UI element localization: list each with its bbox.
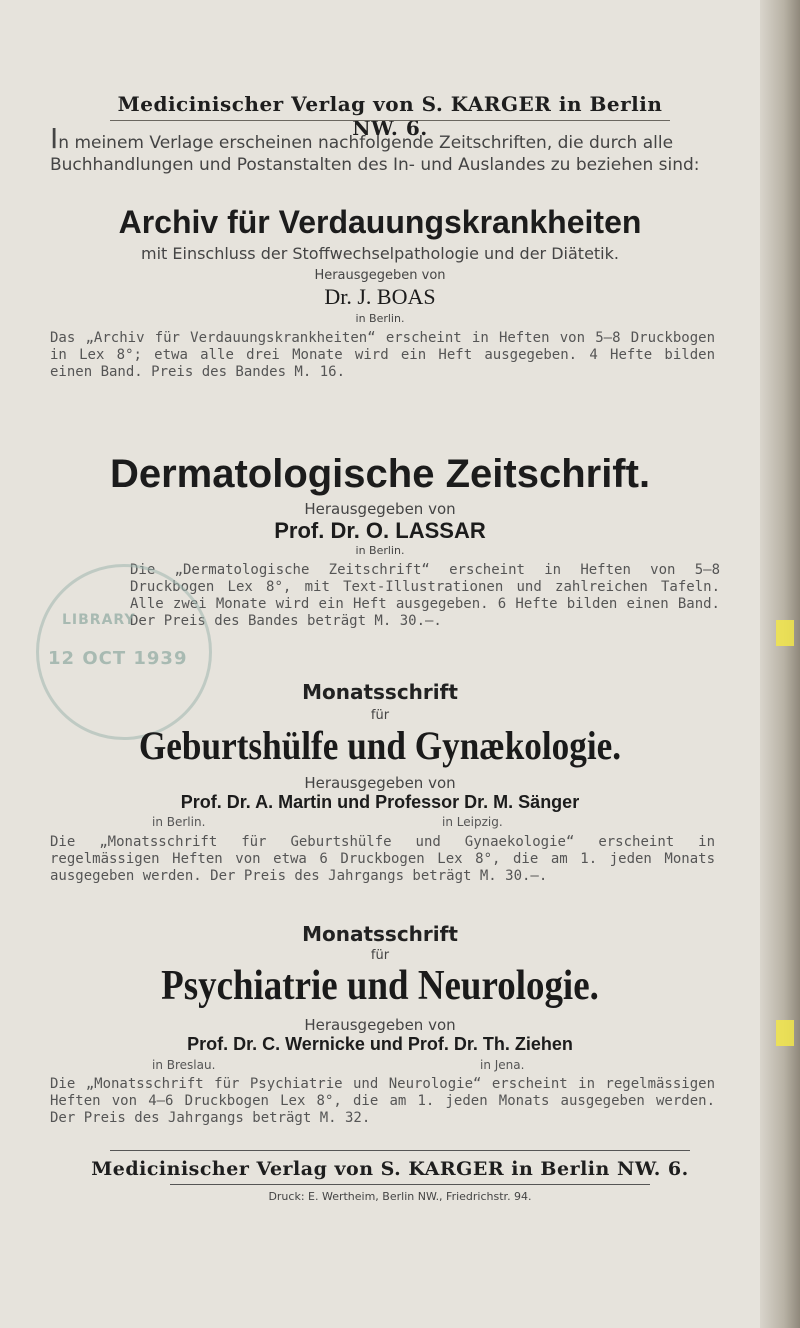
- journal3-editors: Prof. Dr. A. Martin und Professor Dr. M. Sänger: [180, 792, 580, 812]
- intro-initial: I: [50, 122, 59, 155]
- journal2-editor: Prof. Dr. O. LASSAR: [274, 518, 486, 543]
- book-edge: [760, 0, 800, 1328]
- journal2-description: Die „Dermatologische Zeitschrift“ erscheint in Heften von 5—8 Druckbogen Lex 8°, mit Text-Illustrationen und zahlreichen Tafeln. Alle zwei Monate wird ein Heft ausgegeben. 6 Hefte bilden einen Band. Der Preis des Bandes beträgt M. 30.—.: [130, 562, 720, 629]
- journal1-title: Archiv für Verdauungskrankheiten: [118, 204, 642, 240]
- footer-printer: Druck: E. Wertheim, Berlin NW., Friedrichstr. 94.: [268, 1190, 532, 1203]
- footer-rule-top: [110, 1150, 690, 1151]
- journal3-kicker: Monatsschrift: [302, 680, 458, 704]
- journal3-title: Geburtshülfe und Gynækologie.: [138, 723, 622, 768]
- journal1-description: Das „Archiv für Verdauungskrankheiten“ erscheint in Heften von 5—8 Druckbogen in Lex 8°; etwa alle drei Monate wird ein Heft ausgegeben. 4 Hefte bilden einen Band. Preis des Bandes M. 16.: [50, 330, 715, 380]
- journal2-title: Dermatologische Zeitschrift.: [109, 452, 651, 496]
- journal2-city: in Berlin.: [355, 544, 405, 557]
- journal4-kicker: Monatsschrift: [302, 922, 458, 946]
- stamp-library-text: LIBRARY: [62, 612, 136, 628]
- journal3-city-left: in Berlin.: [152, 815, 206, 829]
- header-rule: [110, 120, 670, 121]
- journal4-title: Psychiatrie und Neurologie.: [161, 963, 599, 1009]
- journal4-description: Die „Monatsschrift für Psychiatrie und Neurologie“ erscheint in regelmässigen Heften von 4—6 Druckbogen Lex 8°, die am 1. jeden Monats ausgegeben werden. Der Preis des Jahrgangs beträgt M. 32.: [50, 1076, 715, 1126]
- journal4-city-right: in Jena.: [480, 1058, 525, 1072]
- journal3-editor-prefix: Herausgegeben von: [304, 774, 456, 792]
- footer-rule-bottom: [170, 1184, 650, 1185]
- stamp-date-text: 12 OCT 1939: [48, 648, 188, 669]
- journal4-for: für: [370, 948, 390, 963]
- journal4-city-left: in Breslau.: [152, 1058, 216, 1072]
- journal1-city: in Berlin.: [355, 312, 405, 325]
- publisher-header: Medicinischer Verlag von S. KARGER in Berlin NW. 6.: [117, 92, 663, 140]
- journal1-editor: Dr. J. BOAS: [324, 284, 436, 309]
- footer-publisher: Medicinischer Verlag von S. KARGER in Berlin NW. 6.: [91, 1158, 689, 1180]
- journal1-subtitle: mit Einschluss der Stoffwechselpathologie und der Diätetik.: [141, 244, 619, 263]
- page-tab-marker: [776, 620, 794, 646]
- journal3-city-right: in Leipzig.: [442, 815, 503, 829]
- journal1-editor-prefix: Herausgegeben von: [314, 268, 446, 283]
- journal3-for: für: [370, 708, 390, 723]
- intro-paragraph: [50, 122, 710, 176]
- journal4-editor-prefix: Herausgegeben von: [304, 1016, 456, 1034]
- journal2-editor-prefix: Herausgegeben von: [304, 500, 456, 518]
- journal4-editors: Prof. Dr. C. Wernicke und Prof. Dr. Th. Ziehen: [187, 1034, 573, 1054]
- page-tab-marker: [776, 1020, 794, 1046]
- intro-text: n meinem Verlage erscheinen nachfolgende Zeitschriften, die durch alle Buchhandlungen und Postanstalten des In- und Auslandes zu beziehen sind:: [50, 133, 700, 175]
- journal3-description: Die „Monatsschrift für Geburtshülfe und Gynaekologie“ erscheint in regelmässigen Heften von etwa 6 Druckbogen Lex 8°, die am 1. jeden Monats ausgegeben werden. Der Preis des Jahrgangs beträgt M. 30.—.: [50, 834, 715, 884]
